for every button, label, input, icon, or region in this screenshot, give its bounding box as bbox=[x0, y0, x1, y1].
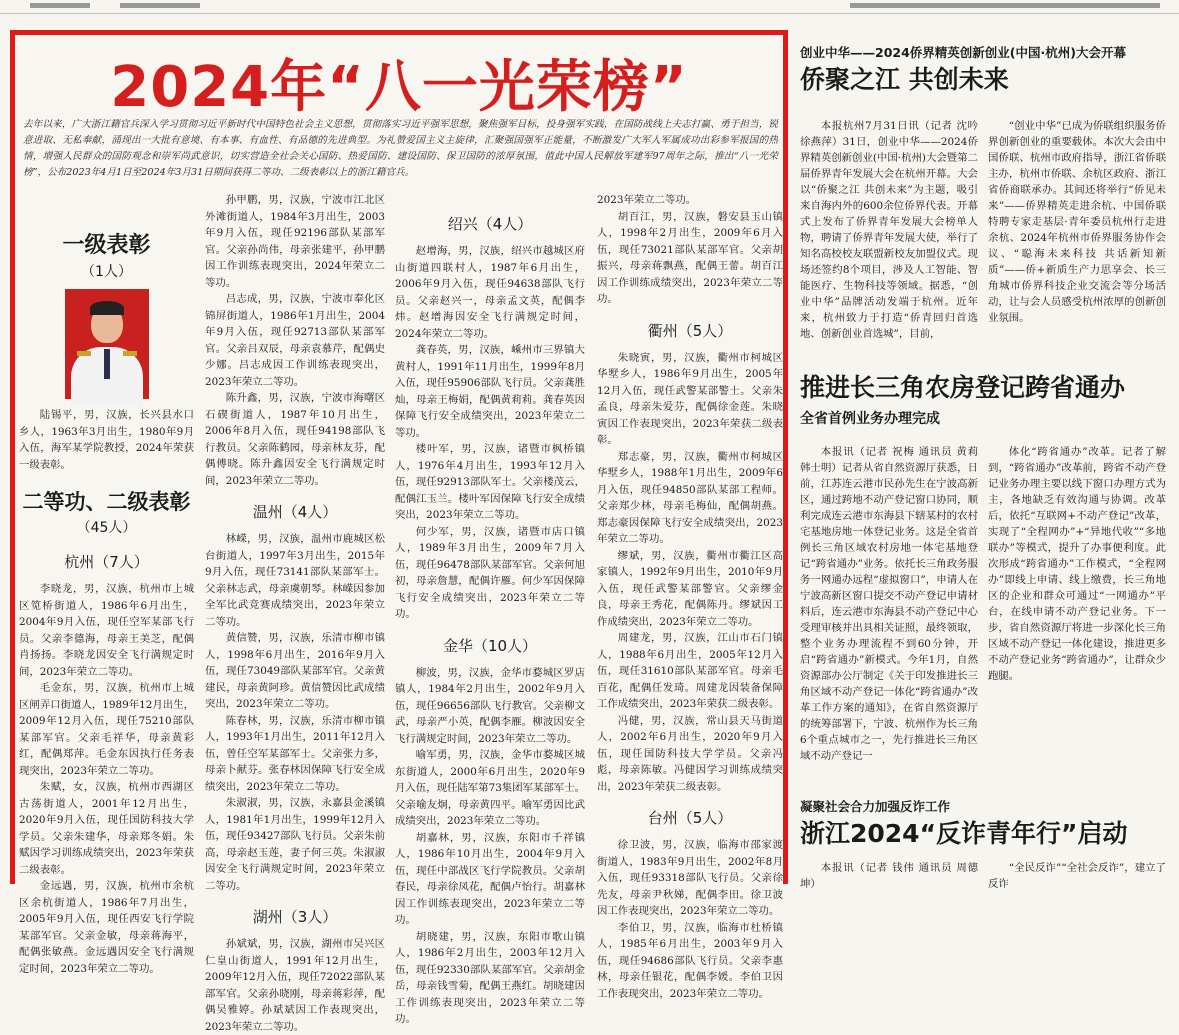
story-text-column bbox=[988, 444, 1166, 684]
story-text-column bbox=[988, 860, 1166, 892]
honoree-entry: 朱淑淑，男，汉族，永嘉县金溪镇人，1981年1月出生，1999年12月入伍，现任93427部队飞行员。父亲朱前高，母亲赵玉莲，妻子何三英。朱淑淑因安全飞行满规定时间，2023年荣立二等功。 bbox=[205, 797, 385, 892]
honoree-entry: 周建龙，男，汉族，江山市石门镇人，1988年6月出生，2005年12月入伍，现任31610部队某部军官。母亲毛百花，配偶任发琦。周建龙因装备保障工作成绩突出，2023年荣获二级表彰。 bbox=[597, 632, 783, 710]
feature-headline: 2024年“八一光荣榜” bbox=[110, 55, 688, 120]
story-paragraph: 本报讯（记者 祝梅 通讯员 黄莉 韩士明）记者从省自然资源厅获悉，日前，江苏连云港市民孙先生在宁波高新区，通过跨地不动产登记窗口协同，顺利完成连云港市东海县下辖某村的农村宅基地房地一体登记业务。这是全省首例长三角区域农村房地一体宅基地登记“跨省通办”业务。依托长三角政务服务一网通办远程“虚拟窗口”，申请人在宁波高新区窗口提交不动产登记申请材料后，连云港市东海县不动产登记中心受理审核并出具相关证照，最终领取，整个业务办理流程不到60分钟，开启“跨省通办”新模式。今年1月，自然资源部办公厅制定《关于印发推进长三角区域不动产登记一体化“跨省通办”改革工作方案的通知》，在省自然资源厅的统筹部署下，宁波、杭州作为长三角6个重点城市之一，先行推进长三角区域不动产登记一 bbox=[800, 446, 978, 762]
story-body bbox=[800, 118, 1172, 362]
city-heading: 绍兴（4人） bbox=[447, 215, 533, 233]
epaulette-shape bbox=[77, 351, 91, 356]
honoree-entry: 2023年荣立二等功。 bbox=[597, 194, 697, 206]
news-sidebar bbox=[800, 30, 1172, 890]
story-subheadline: 全省首例业务办理完成 bbox=[800, 411, 940, 427]
city-heading: 金华（10人） bbox=[442, 636, 538, 655]
story-headline: 浙江2024“反诈青年行”启动 bbox=[800, 819, 1128, 848]
header-fragment bbox=[30, 3, 90, 8]
honor-roll-feature bbox=[10, 30, 788, 1033]
header-fragment bbox=[120, 3, 200, 8]
honoree-entry: 陈春林，男，汉族，乐清市柳市镇人，1993年1月出生，2011年12月入伍，曾任空军某部军士。父亲张力多，母亲卜献芬。张春林因保障飞行安全成绩突出，2023年荣立二等功。 bbox=[205, 714, 385, 793]
column-1 bbox=[19, 225, 194, 977]
column-4 bbox=[597, 192, 783, 1002]
honoree-entry: 郑志豪，男，汉族，衢州市柯城区华墅乡人，1988年1月出生，2009年6月入伍，现任94850部队某部工程师。父亲郑少林，母亲毛梅仙，配偶胡燕。郑志豪因保障飞行安全成绩突出，2023年荣立二等功。 bbox=[597, 450, 783, 545]
story-kicker: 凝聚社会合力加强反诈工作 bbox=[800, 799, 951, 814]
honoree-entry: 龚春英，男，汉族，嵊州市三界镇大黄村人，1991年11月出生，1999年8月入伍，现任95906部队飞行员。父亲龚胜灿，母亲王梅娟，配偶黄莉莉。龚春英因保障飞行安全成绩突出，2023年荣立二等功。 bbox=[395, 344, 585, 439]
story-paragraph: “创业中华”已成为侨联组织服务侨界创新创业的重要载体。本次大会由中国侨联、杭州市政府指导，浙江省侨联主办，杭州市侨联、余杭区政府、浙江省侨商联承办。其间还将举行“侨见未来”——侨界精英走进余杭、中国侨联特聘专家走基层·青年委员杭州行走进余杭、2024年杭州市侨界服务协作会议、“聪海未来科技 共话新知新质”——侨+新质生产力思享会、长三角城市侨界科技企业交流会等分场活动，让与会人员感受杭州浓厚的创新创业氛围。 bbox=[988, 120, 1166, 324]
hair-shape bbox=[90, 301, 124, 315]
top-rule bbox=[0, 0, 1179, 14]
story-text-column bbox=[988, 118, 1166, 326]
honoree-entry: 林嵘，男，汉族，温州市鹿城区松台街道人，1997年3月出生，2015年9月入伍，现任73141部队某部军士。父亲林志武，母亲虞朝琴。林嵘因参加全军比武竞赛成绩突出，2023年荣立二等功。 bbox=[205, 533, 385, 628]
news-story bbox=[800, 798, 1172, 888]
city-heading: 温州（4人） bbox=[252, 503, 338, 521]
honoree-entry: 冯健，男，汉族，常山县天马街道人，2002年6月出生，2020年9月入伍，现任国防科技大学学员。父亲冯彪，母亲陈敏。冯健因学习训练成绩突出，2023年荣获二级表彰。 bbox=[597, 714, 783, 793]
honoree-entry: 赵增海，男，汉族，绍兴市越城区府山街道四联村人，1987年6月出生，2006年9月入伍，现任94638部队飞行员。父亲赵兴一，母亲孟文英，配偶李炜。赵增海因安全飞行满规定时间，2024年荣立二等功。 bbox=[395, 245, 585, 340]
honoree-entry: 吕志成，男，汉族，宁波市奉化区锦屏街道人，1986年1月出生，2004年9月入伍，现任92713部队某部军官。父亲吕双辰，母亲袁慕芹，配偶史少娜。吕志成因工作训练表现突出，2023年荣立二等功。 bbox=[205, 293, 385, 388]
column-3 bbox=[395, 211, 585, 1028]
story-kicker: 创业中华——2024侨界精英创新创业(中国·杭州)大会开幕 bbox=[800, 45, 1126, 60]
section-title-first-class: 一级表彰 bbox=[62, 233, 151, 258]
honoree-entry: 陈升鑫，男，汉族，宁波市海曙区石碶街道人，1987年10月出生，2006年8月入伍，现任94198部队飞行教员。父亲陈鹤园，母亲林友芬，配偶傅晓。陈升鑫因安全飞行满规定时间，2023年荣立二等功。 bbox=[205, 392, 385, 487]
honoree-entry: 柳波，男，汉族，金华市婺城区罗店镇人，1984年2月出生，2002年9月入伍，现任96656部队飞行教官。父亲柳文武，母亲严小英，配偶李雁。柳波因安全飞行满规定时间，2023年荣立二等功。 bbox=[395, 666, 585, 745]
city-heading: 湖州（3人） bbox=[252, 908, 338, 926]
honoree-entry: 朱赋，女，汉族，杭州市西湖区古荡街道人，2001年12月出生，2020年9月入伍，现任国防科技大学学员。父亲朱建华，母亲郑冬娟。朱赋因学习训练成绩突出，2023年荣获二级表彰。 bbox=[19, 781, 194, 876]
honoree-entry: 何少军，男，汉族，诸暨市店口镇人，1989年3月出生，2009年7月入伍，现任96478部队某部军官。父亲何旭初，母亲詹慧，配偶许雁。何少军因保障飞行安全成绩突出，2023年荣立二等功。 bbox=[395, 525, 585, 620]
epaulette-shape bbox=[123, 351, 137, 356]
story-headline: 推进长三角农房登记跨省通办 bbox=[800, 373, 1126, 402]
portrait-photo bbox=[65, 289, 149, 399]
honoree-entry: 李伯卫，男，汉族，临海市杜桥镇人，1985年6月出生，2003年9月入伍，现任94686部队飞行员。父亲李惠林，母亲任银花，配偶李媛。李伯卫因工作表现突出，2023年荣立二等功。 bbox=[597, 921, 783, 1000]
city-heading: 杭州（7人） bbox=[64, 553, 149, 571]
section-count: （45人） bbox=[76, 520, 137, 536]
honoree-entry: 黄信赞，男，汉族，乐清市柳市镇人，1998年6月出生，2016年9月入伍，现任73049部队某部军官。父亲黄建民，母亲黄阿珍。黄信赞因比武成绩突出，2023年荣立二等功。 bbox=[205, 632, 385, 710]
honoree-entry: 孙斌斌，男，汉族，湖州市吴兴区仁皇山街道人，1991年12月出生，2009年12月入伍，现任72022部队某部军官。父亲孙晓刚，母亲蒋彩萍，配偶吴雅婷。孙斌斌因工作表现突出，2023年荣立二等功。 bbox=[205, 938, 385, 1033]
story-paragraph: 体化“跨省通办”改革。记者了解到，“跨省通办”改革前，跨省不动产登记业务办理主要以线下窗口办理方式为主，各地缺乏有效沟通与协调。改革后，依托“互联网+不动产登记”改革，实现了“全程网办”+“异地代收”“多地联办”等模式，提升了办事便利度。此次形成“跨省通办”工作模式，“全程网办”即线上申请、线上缴费，长三角地区的企业和群众可通过“一网通办”平台，在线申请不动产登记业务。下一步，省自然资源厅将进一步深化长三角区域不动产登记一体化建设，推进更多不动产登记业务“跨省通办”，让群众少跑腿。 bbox=[988, 446, 1166, 682]
news-story bbox=[800, 370, 1172, 790]
honoree-entry: 毛金东，男，汉族，杭州市上城区闸弄口街道人，1989年12月出生，2009年12月入伍，现任75210部队某部军官。父亲毛祥华，母亲黄彩红，配偶郑萍。毛金东因执行任务表现突出，2023年荣立二等功。 bbox=[19, 682, 194, 777]
story-body bbox=[800, 860, 1172, 890]
feature-intro: 去年以来，广大浙江籍官兵深入学习贯彻习近平新时代中国特色社会主义思想，贯彻落实习近平强军思想，聚焦强军目标，投身强军实践，在国防战线上夫志打赢、勇于担当，锐意进取、无私奉献，涌现出一大批有意境、有本事、有血性、有品德的先进典型。为礼赞爱国主义主旋律，汇聚强国强军正能量，不断激发广大军人军属成功出彩参军报国的热情，增强人民群众的国防观念和崇军尚武意识，切实营造全社会关心国防、热爱国防、建设国防、保卫国防的浓厚氛围，值此中国人民解放军建军97周年之际，推出“八一光荣榜”，公布2023年4月1日至2024年3月31日期间获得二等功、二级表彰以上的浙江籍官兵。 bbox=[23, 119, 778, 178]
honoree-entry: 孙甲鹏，男，汉族，宁波市江北区外滩街道人，1984年3月出生，2003年9月入伍，现任92196部队某部军官。父亲孙尚伟，母亲张建平，孙甲鹏因工作训练表现突出，2024年荣立二等功。 bbox=[205, 194, 385, 289]
section-title-second-class: 二等功、二级表彰 bbox=[22, 490, 191, 514]
section-count: （1人） bbox=[81, 264, 132, 280]
honoree-entry: 胡百江，男，汉族，磐安县玉山镇人，1998年2月出生，2009年6月入伍，现任73021部队某部军官。父亲胡振兴，母亲蒋飘燕，配偶王蕾。胡百江因工作训练成绩突出，2023年荣立二等功。 bbox=[597, 210, 783, 305]
honoree-entry: 楼叶军，男，汉族，诸暨市枫桥镇人，1976年4月出生，1993年12月入伍，现任92913部队军士。父亲楼茂云，配偶江玉兰。楼叶军因保障飞行安全成绩突出，2023年荣立二等功。 bbox=[395, 443, 585, 521]
honoree-entry: 金远遇，男，汉族，杭州市余杭区余杭街道人，1986年7月出生，2005年9月入伍，现任西安飞行学院某部军官。父亲金敏，母亲蒋海平，配偶张敏燕。金远遇因安全飞行满规定时间，2023年荣立二等功。 bbox=[19, 880, 194, 975]
story-paragraph: 本报杭州7月31日讯（记者 沈吟 徐燕萍）31日，创业中华——2024侨界精英创新创业(中国·杭州)大会暨第二届侨界青年发展大会在杭州开幕。大会以“侨聚之江 共创未来”为主题，吸引来自海内外的600余位侨界代表。开幕式上发布了侨界青年发展大会榜单人物，聘请了侨界青年发展大使，举行了知名高校校友联盟新校友加盟仪式。现场还签约8个项目，涉及人工智能、智能医疗、生物科技等领域。据悉，“创业中华”品牌活动发端于杭州。近年来，杭州致力于打造“侨青回归首选地、创新创业首选城”，目前， bbox=[800, 120, 978, 340]
honoree-entry: 缪斌，男，汉族，衢州市衢江区高家镇人，1992年9月出生，2010年9月入伍，现任武警某部警官。父亲缪金良，母亲王秀花，配偶陈丹。缪斌因工作成绩突出，2023年荣立二等功。 bbox=[597, 549, 783, 628]
tie-shape bbox=[104, 349, 110, 379]
city-heading: 衢州（5人） bbox=[647, 321, 733, 340]
story-text-column bbox=[800, 118, 978, 342]
honoree-entry: 朱晓寅，男，汉族，衢州市柯城区华墅乡人，1986年9月出生，2005年12月入伍，现任武警某部警士。父亲朱孟良，母亲朱爱芬，配偶徐金莲。朱晓寅因工作表现突出，2023年荣获二级表彰。 bbox=[597, 351, 783, 446]
story-text-column bbox=[800, 444, 978, 764]
honoree-entry: 李晓龙，男，汉族，杭州市上城区笕桥街道人，1986年6月出生，2004年9月入伍，现任空军某部飞行员。父亲李德海，母亲王美芝，配偶肖扬扬。李晓龙因安全飞行满规定时间，2023年荣立二等功。 bbox=[19, 583, 194, 678]
story-paragraph: “全民反诈”“全社会反诈”，建立了反诈 bbox=[988, 862, 1166, 890]
story-headline: 侨聚之江 共创未来 bbox=[800, 65, 1009, 94]
honoree-entry: 胡晓建，男，汉族，东阳市歌山镇人，1986年2月出生，2003年12月入伍，现任92330部队某部军官。父亲胡金岳，母亲钱雪菊，配偶王燕红。胡晓建因工作训练表现突出，2023年荣立二等功。 bbox=[395, 930, 585, 1025]
column-2 bbox=[205, 192, 385, 1035]
honoree-entry: 胡嘉林，男，汉族，东阳市千祥镇人，1986年10月出生，2004年9月入伍，现任中部战区飞行学院教员。父亲胡春民，母亲徐凤花，配偶卢怡行。胡嘉林因工作训练表现突出，2023年荣立二等功。 bbox=[395, 831, 585, 926]
honoree-entry: 喻军勇，男，汉族，金华市婺城区城东街道人，2000年6月出生，2020年9月入伍，现任陆军第73集团军某部军士。父亲喻友炯，母亲黄四平。喻军勇因比武成绩突出，2023年荣立二等功。 bbox=[395, 749, 585, 827]
honoree-entry: 徐卫波，男，汉族，临海市邵家渡街道人，1983年9月出生，2002年8月入伍，现任93318部队飞行员。父亲徐先友，母亲尹秋娣，配偶李田。徐卫波因工作表现突出，2023年荣立二等功。 bbox=[597, 839, 783, 917]
honoree-entry: 陆锡平，男，汉族，长兴县水口乡人，1963年3月出生，1980年9月入伍，海军某学院教授，2024年荣获一级表彰。 bbox=[19, 409, 194, 471]
story-body bbox=[800, 444, 1172, 790]
story-text-column bbox=[800, 860, 978, 892]
city-heading: 台州（5人） bbox=[647, 809, 733, 827]
header-fragment bbox=[850, 3, 1160, 8]
news-story bbox=[800, 44, 1172, 362]
story-paragraph: 本报讯（记者 钱伟 通讯员 周德坤） bbox=[800, 862, 978, 890]
